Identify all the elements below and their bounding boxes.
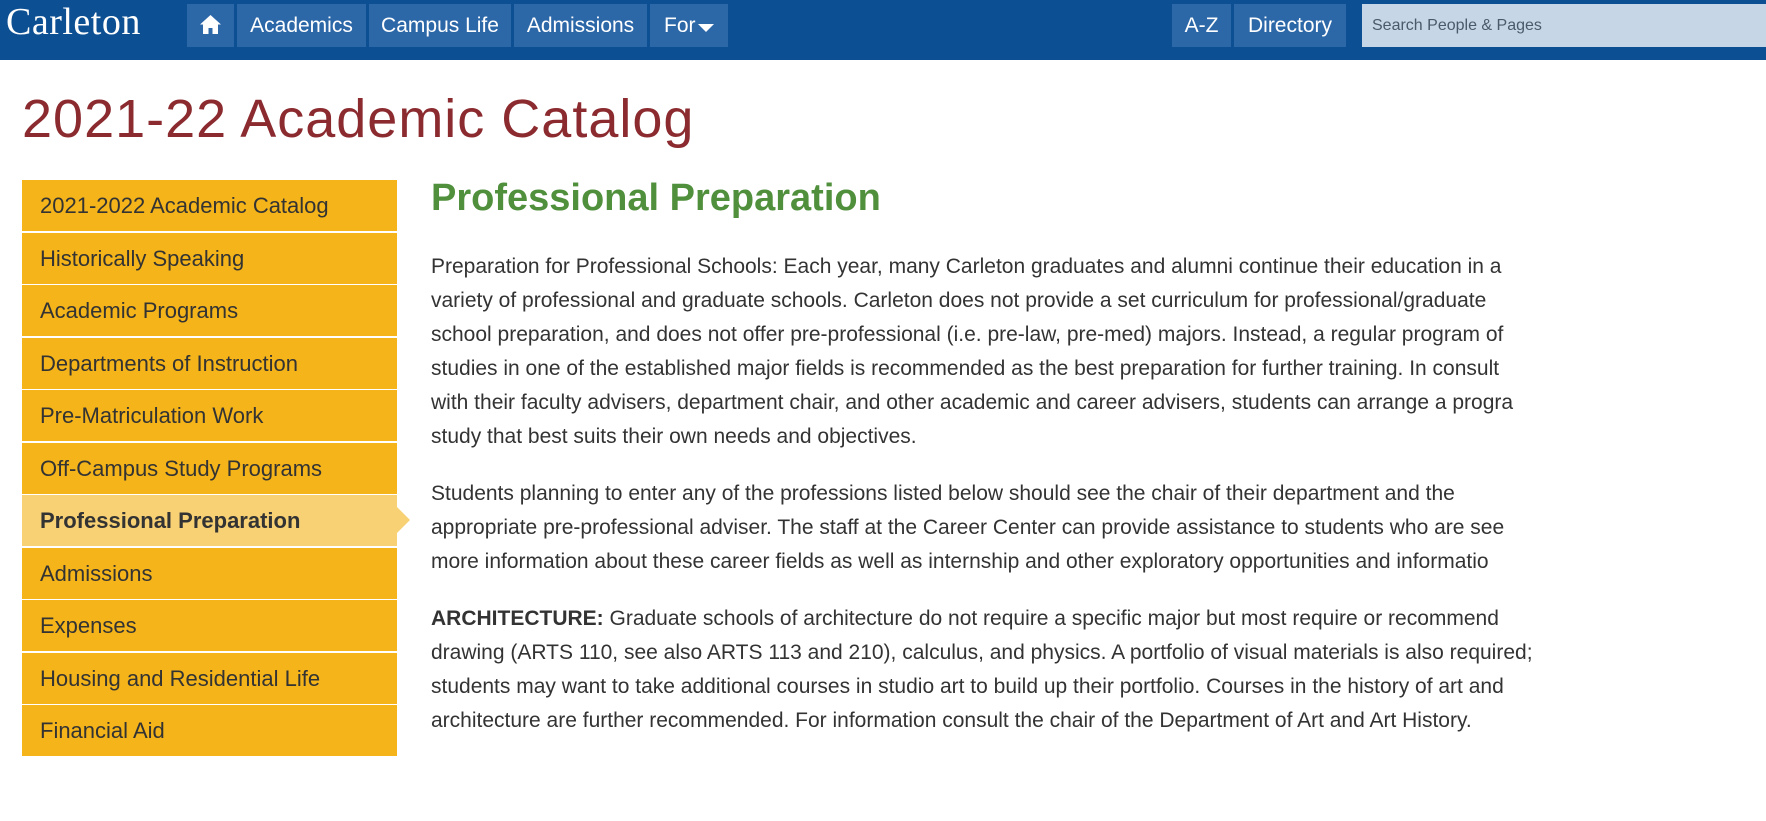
paragraph-line: school preparation, and does not offer pre-professional (i.e. pre-law, pre-med) majors. Instead, a regular program of [431, 323, 1504, 346]
sidebar-menu [22, 180, 397, 821]
sidebar-item-professional-preparation[interactable]: Professional Preparation [22, 495, 397, 546]
paragraph-architecture [431, 602, 1533, 738]
sidebar-item-departments[interactable]: Departments of Instruction [22, 338, 397, 389]
paragraph-line: Students planning to enter any of the professions listed below should see the chair of their department and the [431, 482, 1455, 505]
nav-academics[interactable]: Academics [237, 4, 366, 47]
home-button[interactable] [187, 4, 234, 47]
nav-campus-life[interactable]: Campus Life [369, 4, 511, 47]
carleton-logo[interactable]: Carleton [6, 1, 141, 43]
main-content [431, 174, 1766, 821]
sidebar-item-financial-aid[interactable]: Financial Aid [22, 705, 397, 756]
sidebar-item-academic-catalog[interactable]: 2021-2022 Academic Catalog [22, 180, 397, 231]
sidebar-item-historically-speaking[interactable]: Historically Speaking [22, 233, 397, 284]
chevron-down-icon [698, 24, 714, 32]
nav-for-label: For [664, 14, 696, 37]
sidebar-item-expenses[interactable]: Expenses [22, 600, 397, 651]
paragraph-line: with their faculty advisers, department chair, and other academic and career advisers, students can arrange a progra [431, 391, 1514, 414]
sidebar-item-academic-programs[interactable]: Academic Programs [22, 285, 397, 336]
paragraph-line: study that best suits their own needs and objectives. [431, 425, 917, 448]
page-title: 2021-22 Academic Catalog [22, 89, 695, 149]
paragraph-preparation [431, 250, 1513, 454]
paragraph-line: students may want to take additional courses in studio art to build up their portfolio. Courses in the history of art and [431, 675, 1504, 698]
sidebar-item-pre-matriculation[interactable]: Pre-Matriculation Work [22, 390, 397, 441]
paragraph-line: drawing (ARTS 110, see also ARTS 113 and 210), calculus, and physics. A portfolio of visual materials is also required; [431, 641, 1533, 664]
sidebar-item-admissions[interactable]: Admissions [22, 548, 397, 599]
sidebar-item-off-campus[interactable]: Off-Campus Study Programs [22, 443, 397, 494]
top-navigation-bar [0, 0, 1766, 60]
paragraph-line: studies in one of the established major fields is recommended as the best preparation for further training. In consult [431, 357, 1500, 380]
paragraph-line: appropriate pre-professional adviser. The staff at the Career Center can provide assistance to students who are see [431, 516, 1505, 539]
nav-a-z[interactable]: A-Z [1172, 4, 1231, 47]
search-input[interactable] [1362, 4, 1766, 47]
paragraph-line: Preparation for Professional Schools: Each year, many Carleton graduates and alumni continue their education in a [431, 255, 1502, 278]
nav-for-dropdown[interactable] [650, 4, 728, 47]
paragraph-line [431, 602, 1533, 636]
section-heading: Professional Preparation [431, 177, 881, 219]
paragraph-line: architecture are further recommended. For information consult the chair of the Department of Art and Art History. [431, 709, 1472, 732]
paragraph-line-text: Graduate schools of architecture do not require a specific major but most require or recommend [603, 607, 1499, 630]
paragraph-line: variety of professional and graduate schools. Carleton does not provide a set curriculum for professional/graduate [431, 289, 1487, 312]
sidebar [22, 180, 414, 821]
paragraph-advisers [431, 477, 1504, 579]
paragraph-line: more information about these career fields as well as internship and other exploratory opportunities and informatio [431, 550, 1489, 573]
home-icon [200, 15, 221, 34]
nav-directory[interactable]: Directory [1234, 4, 1346, 47]
architecture-label: ARCHITECTURE: [431, 607, 604, 630]
sidebar-item-housing[interactable]: Housing and Residential Life [22, 653, 397, 704]
nav-admissions[interactable]: Admissions [514, 4, 647, 47]
